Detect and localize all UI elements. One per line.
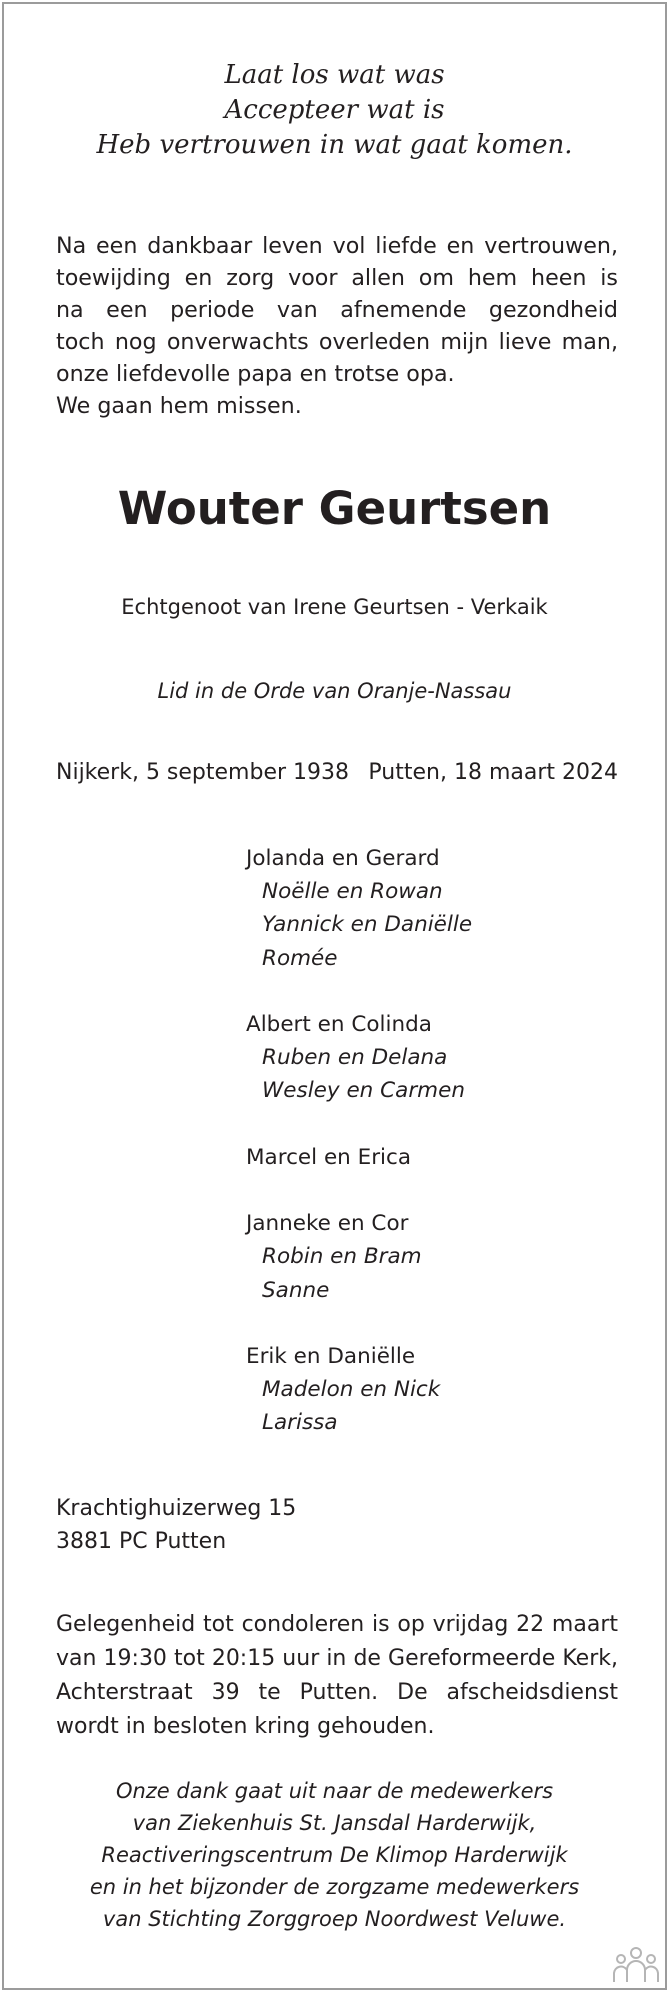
intro-text	[56, 230, 618, 422]
family-parents: Albert en Colinda	[246, 1012, 432, 1037]
family-parents: Erik en Daniëlle	[246, 1343, 416, 1369]
family-parents: Jolanda en Gerard	[246, 846, 440, 871]
thanks-line: van Stichting Zorggroep Noordwest Veluwe.	[102, 1907, 567, 1931]
thanks-line: van Ziekenhuis St. Jansdal Harderwijk,	[132, 1811, 537, 1835]
family-child: Sanne	[262, 1277, 330, 1303]
family-child: Ruben en Delana	[262, 1045, 448, 1071]
intro-line: toewijding en zorg voor allen om hem heen is	[56, 265, 618, 291]
intro-line: toch nog onverwachts overleden mijn lieve man,	[56, 329, 618, 355]
poem-line: Laat los wat was	[224, 60, 445, 90]
family-child: Noëlle en Rowan	[262, 879, 443, 905]
family-parents: Janneke en Cor	[246, 1211, 409, 1237]
family-child: Larissa	[262, 1410, 338, 1436]
thanks-line: Reactiveringscentrum De Klimop Harderwijk	[101, 1843, 568, 1867]
family-group	[246, 1207, 606, 1307]
family-list	[246, 842, 606, 1473]
condolence-line: Achterstraat 39 te Putten. De afscheidsdienst	[56, 1680, 618, 1705]
family-group	[246, 1340, 606, 1440]
thanks-line: Onze dank gaat uit naar de medewerkers	[115, 1779, 554, 1803]
intro-line: onze liefdevolle papa en trotse opa.	[56, 361, 455, 387]
dates-line	[56, 758, 618, 788]
family-child: Romée	[262, 945, 338, 971]
condolence-line: wordt in besloten kring gehouden.	[56, 1714, 435, 1739]
address-street: Krachtighuizerweg 15	[56, 1496, 297, 1521]
family-group	[246, 1008, 606, 1108]
family-child: Madelon en Nick	[262, 1377, 441, 1403]
intro-line: We gaan hem missen.	[56, 393, 302, 419]
condolence-line: Gelegenheid tot condoleren is op vrijdag 22 maart	[56, 1612, 618, 1637]
death-date: Putten, 18 maart 2024	[368, 760, 618, 785]
intro-line: na een periode van afnemende gezondheid	[56, 297, 618, 323]
order-line: Lid in de Orde van Oranje-Nassau	[157, 679, 512, 703]
address	[56, 1492, 556, 1558]
poem-line: Heb vertrouwen in wat gaat komen.	[96, 130, 573, 160]
family-child: Robin en Bram	[262, 1244, 422, 1270]
family-parents: Marcel en Erica	[246, 1144, 412, 1170]
poem-line: Accepteer wat is	[224, 95, 445, 125]
birth-date: Nijkerk, 5 september 1938	[56, 760, 350, 785]
family-group	[246, 1141, 606, 1174]
intro-line: Na een dankbaar leven vol liefde en vertrouwen,	[56, 233, 618, 259]
family-child: Wesley en Carmen	[262, 1078, 465, 1104]
condolence-text	[56, 1608, 618, 1744]
deceased-name: Wouter Geurtsen	[117, 482, 552, 535]
condolence-line: van 19:30 tot 20:15 uur in de Gereformeerde Kerk,	[56, 1646, 618, 1671]
family-group	[246, 842, 606, 975]
family-child: Yannick en Daniëlle	[262, 912, 473, 938]
thanks-text	[4, 1775, 665, 1935]
poem	[4, 58, 665, 163]
thanks-line: en in het bijzonder de zorgzame medewerkers	[89, 1875, 580, 1899]
obituary-card	[2, 2, 667, 1990]
spouse-line: Echtgenoot van Irene Geurtsen - Verkaik	[121, 595, 548, 619]
address-city: 3881 PC Putten	[56, 1529, 227, 1554]
people-group-icon	[611, 1944, 661, 1984]
